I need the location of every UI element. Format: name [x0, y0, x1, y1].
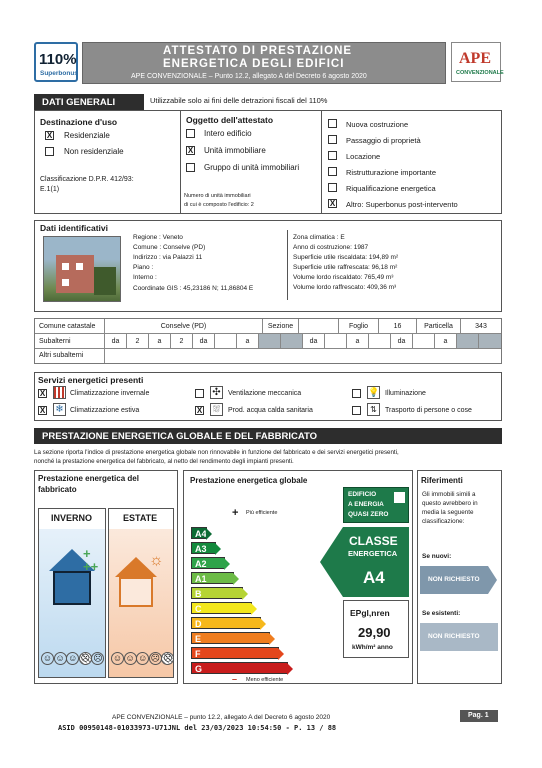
passaggio-proprieta-label: Passaggio di proprietà	[346, 136, 421, 145]
passaggio-proprieta-checkbox[interactable]	[328, 135, 337, 144]
classe-box	[343, 527, 409, 597]
subalterni-cell	[281, 334, 303, 349]
ep-box	[343, 600, 409, 658]
subalterni-cell	[369, 334, 391, 349]
trasporto-label: Trasporto di persone o cose	[385, 407, 472, 414]
regione: Regione : Veneto	[133, 234, 183, 241]
footer-line-1: APE CONVENZIONALE – punto 12.2, allegato A del Decreto 6 agosto 2020	[112, 714, 331, 721]
subalterni-cell: da	[303, 334, 325, 349]
nzeb-checkbox[interactable]	[394, 492, 405, 503]
riferimenti-text-3: media la seguente	[422, 509, 474, 516]
energy-class-label: E	[195, 634, 202, 644]
catasto-particella-label: Particella	[417, 319, 461, 334]
building-photo	[43, 236, 121, 302]
subalterni-cell	[325, 334, 347, 349]
energy-class-label: A1	[195, 574, 207, 584]
dati-generali-strip	[34, 94, 144, 110]
rating-face-icon: ☺	[68, 653, 78, 663]
classe-value: A4	[363, 568, 385, 587]
sun-icon: ☼	[149, 552, 164, 569]
energy-class-bar-d	[191, 617, 261, 629]
rating-face-icon: ☺	[42, 653, 53, 663]
superficie-riscaldata: Superficie utile riscaldata: 194,89 m²	[293, 254, 399, 261]
subalterni-cell: a	[435, 334, 457, 349]
classe-arrow	[320, 527, 343, 597]
classificazione-label: Classificazione D.P.R. 412/93:	[40, 176, 134, 183]
numero-unita-label: Numero di unità immobiliari	[184, 193, 251, 199]
superficie-raffrescata: Superficie utile raffrescata: 96,18 m²	[293, 264, 398, 271]
classe-label-2: ENERGETICA	[348, 549, 398, 558]
energy-class-bar-b	[191, 587, 243, 599]
subalterni-cell: a	[237, 334, 259, 349]
subalterni-cell: a	[149, 334, 171, 349]
subalterni-cell: da	[105, 334, 127, 349]
house-winter-icon	[53, 571, 91, 605]
rating-face-icon: ☺	[125, 653, 135, 663]
energy-class-label: D	[195, 619, 202, 629]
fabbricato-title-1: Prestazione energetica del	[38, 474, 139, 483]
anno-costruzione: Anno di costruzione: 1987	[293, 244, 369, 251]
catasto-comune-value: Conselve (PD)	[105, 319, 263, 334]
estate-label: ESTATE	[123, 513, 158, 523]
intero-edificio-label: Intero edificio	[204, 129, 252, 138]
dati-generali-title: DATI GENERALI	[42, 97, 116, 108]
rating-face-icon: ☺	[55, 653, 65, 663]
se-nuovi-badge	[420, 566, 488, 594]
lightbulb-icon: 💡	[368, 387, 380, 397]
classe-label: CLASSE	[349, 534, 398, 548]
energy-class-bar-a3	[191, 542, 216, 554]
catasto-sezione-value	[299, 319, 339, 334]
snowflake-icon: ❄	[53, 403, 66, 416]
nzeb-line-2: A ENERGIA	[348, 501, 384, 508]
subalterni-cell	[259, 334, 281, 349]
gruppo-unita-label: Gruppo di unità immobiliari	[204, 163, 300, 172]
acqua-calda-checkbox[interactable]: X	[196, 406, 203, 415]
indirizzo: Indirizzo : via Palazzi 11	[133, 254, 203, 261]
minus-icon: –	[232, 674, 238, 684]
illuminazione-checkbox[interactable]	[352, 389, 361, 398]
energy-class-label: G	[195, 664, 203, 674]
energy-class-label: A3	[195, 544, 207, 554]
meno-efficiente-label: Meno efficiente	[246, 677, 284, 683]
energy-class-bar-f	[191, 647, 279, 659]
globale-title: Prestazione energetica globale	[190, 476, 308, 485]
catasto-foglio-value: 16	[379, 319, 417, 334]
destinazione-title: Destinazione d'uso	[40, 117, 118, 127]
classificazione-value: E.1(1)	[40, 186, 60, 193]
energy-class-bar-a1	[191, 572, 234, 584]
riferimenti-text-2: questo avrebbero in	[422, 500, 478, 507]
prestazione-intro-1: La sezione riporta l'indice di prestazione energetica globale non rinnovabile in funzione del fabbricato e dei servizi energetici presenti,	[34, 449, 399, 456]
riqualificazione-checkbox[interactable]	[328, 183, 337, 192]
ape-logo-text: APE	[459, 50, 491, 67]
nzeb-box	[343, 487, 409, 523]
altro-label: Altro: Superbonus post-intervento	[346, 200, 458, 209]
energy-class-label: B	[195, 589, 202, 599]
header-title-1: ATTESTATO DI PRESTAZIONE	[163, 45, 353, 57]
se-esistenti-label: Se esistenti:	[422, 610, 461, 617]
oggetto-title: Oggetto dell'attestato	[186, 115, 274, 125]
catasto-comune-label: Comune catastale	[35, 319, 105, 334]
subalterni-cell: da	[193, 334, 215, 349]
catasto-sezione-label: Sezione	[263, 319, 299, 334]
ep-label: EPgl,nren	[350, 608, 390, 618]
energy-class-label: C	[195, 604, 202, 614]
inverno-label: INVERNO	[51, 513, 93, 523]
se-esistenti-badge	[420, 623, 498, 651]
footer-line-2: ASID 00950148-01033973-U71JNL del 23/03/2023 10:54:50 - P. 13 / 88	[58, 724, 337, 732]
riferimenti-text-4: classificazione:	[422, 518, 465, 525]
rating-face-icon: ☺	[112, 653, 123, 663]
energy-class-bar-a2	[191, 557, 225, 569]
subalterni-cell	[215, 334, 237, 349]
catasto-foglio-label: Foglio	[339, 319, 379, 334]
ep-unit: kWh/m² anno	[352, 644, 393, 651]
energy-class-bar-a4	[191, 527, 207, 539]
page-number: Pag. 1	[468, 712, 489, 719]
energy-class-bar-c	[191, 602, 252, 614]
nuova-costruzione-checkbox[interactable]	[328, 119, 337, 128]
nzeb-line-1: EDIFICIO	[348, 491, 377, 498]
subalterni-cell: a	[347, 334, 369, 349]
plus-icon: +	[232, 507, 239, 519]
unita-immobiliare-checkbox[interactable]: X	[187, 146, 194, 155]
subalterni-cell	[457, 334, 479, 349]
rating-face-icon: ☹	[80, 653, 90, 663]
nzeb-line-3: QUASI ZERO	[348, 511, 389, 518]
radiator-icon	[53, 386, 66, 399]
locazione-label: Locazione	[346, 152, 381, 161]
comune: Comune : Conselve (PD)	[133, 244, 206, 251]
ape-logo-sub: CONVENZIONALE	[456, 70, 504, 76]
ape-logo	[451, 42, 504, 82]
coordinate: Coordinate GIS : 45,23186 N; 11,86804 E	[133, 285, 254, 292]
energy-class-label: A2	[195, 559, 207, 569]
subalterni-cell	[413, 334, 435, 349]
ristrutturazione-checkbox[interactable]	[328, 167, 337, 176]
ventilazione-checkbox[interactable]	[195, 389, 204, 398]
dati-generali-note: Utilizzabile solo ai fini delle detrazioni fiscali del 110%	[150, 96, 328, 105]
rating-face-icon: ☺	[138, 653, 148, 663]
header-band	[82, 42, 446, 84]
ventilazione-label: Ventilazione meccanica	[228, 390, 302, 397]
intero-edificio-checkbox[interactable]	[186, 129, 195, 138]
rating-face-icon: ☹	[150, 653, 160, 663]
interno: Interno :	[133, 274, 157, 281]
dati-identificativi-title: Dati identificativi	[40, 223, 109, 233]
acqua-calda-label: Prod. acqua calda sanitaria	[228, 407, 313, 414]
subalterni-label: Subalterni	[35, 334, 105, 349]
riferimenti-title: Riferimenti	[421, 476, 463, 485]
clim-estiva-checkbox[interactable]: X	[39, 406, 46, 415]
rating-face-icon: ☹	[93, 653, 103, 663]
logo-110	[34, 42, 78, 82]
energy-class-bar-g	[191, 662, 288, 674]
se-esistenti-value: NON RICHIESTO	[428, 633, 480, 640]
se-nuovi-value: NON RICHIESTO	[428, 576, 480, 583]
ep-value: 29,90	[358, 625, 391, 640]
energy-class-bar-e	[191, 632, 270, 644]
prestazione-strip	[34, 428, 502, 444]
subalterni-cell	[479, 334, 501, 349]
fabbricato-title-2: fabbricato	[38, 485, 77, 494]
subalterni-cell: da	[391, 334, 413, 349]
logo-110-text: 110%	[39, 51, 77, 68]
rating-face-icon: ☹	[163, 653, 173, 663]
residenziale-label: Residenziale	[64, 131, 110, 140]
page-badge	[460, 710, 498, 722]
altro-checkbox[interactable]: X	[329, 199, 336, 208]
energy-class-label: F	[195, 649, 201, 659]
piano: Piano :	[133, 264, 154, 271]
nuova-costruzione-label: Nuova costruzione	[346, 120, 409, 129]
catasto-particella-value: 343	[461, 319, 501, 334]
ristrutturazione-label: Ristrutturazione importante	[346, 168, 437, 177]
piu-efficiente-label: Più efficiente	[246, 510, 278, 516]
volume-riscaldato: Volume lordo riscaldato: 765,49 m³	[293, 274, 394, 281]
numero-unita-value: di cui è composto l'edificio: 2	[184, 202, 254, 208]
zona-climatica: Zona climatica : E	[293, 234, 345, 241]
energy-class-label: A4	[195, 529, 207, 539]
snowflake-winter-icon: + ++	[83, 546, 99, 574]
shower-icon: ⛆	[210, 403, 223, 416]
header-subtitle: APE CONVENZIONALE – Punto 12.2, allegato A del Decreto 6 agosto 2020	[131, 73, 367, 80]
subalterni-cell: 2	[171, 334, 193, 349]
subalterni-cell: 2	[127, 334, 149, 349]
clim-invernale-label: Climatizzazione invernale	[70, 390, 150, 397]
trasporto-checkbox[interactable]	[352, 406, 361, 415]
non-residenziale-checkbox[interactable]	[45, 147, 54, 156]
clim-estiva-label: Climatizzazione estiva	[70, 407, 140, 414]
unita-immobiliare-label: Unità immobiliare	[204, 146, 266, 155]
servizi-title: Servizi energetici presenti	[38, 375, 144, 385]
house-summer-icon	[119, 577, 153, 607]
riferimenti-text-1: Gli immobili simili a	[422, 491, 476, 498]
illuminazione-label: Illuminazione	[385, 390, 426, 397]
logo-110-sub: Superbonus	[40, 70, 78, 77]
altri-subalterni-value	[105, 349, 501, 363]
header-title-2: ENERGETICA DEGLI EDIFICI	[163, 58, 345, 70]
prestazione-intro-2: nonché la prestazione energetica del fabbricato, al netto del rendimento degli impianti presenti.	[34, 458, 294, 465]
elevator-icon: ⇅	[367, 403, 380, 416]
gruppo-unita-checkbox[interactable]	[186, 163, 195, 172]
riqualificazione-label: Riqualificazione energetica	[346, 184, 436, 193]
prestazione-title: PRESTAZIONE ENERGETICA GLOBALE E DEL FABBRICATO	[42, 431, 317, 442]
altri-subalterni-label: Altri subalterni	[35, 349, 105, 363]
fan-icon: ✣	[210, 386, 223, 399]
locazione-checkbox[interactable]	[328, 151, 337, 160]
residenziale-checkbox[interactable]: X	[46, 131, 53, 140]
clim-invernale-checkbox[interactable]: X	[39, 389, 46, 398]
volume-raffrescato: Volume lordo raffrescato: 409,36 m³	[293, 284, 397, 291]
se-nuovi-label: Se nuovi:	[422, 553, 452, 560]
non-residenziale-label: Non residenziale	[64, 147, 124, 156]
